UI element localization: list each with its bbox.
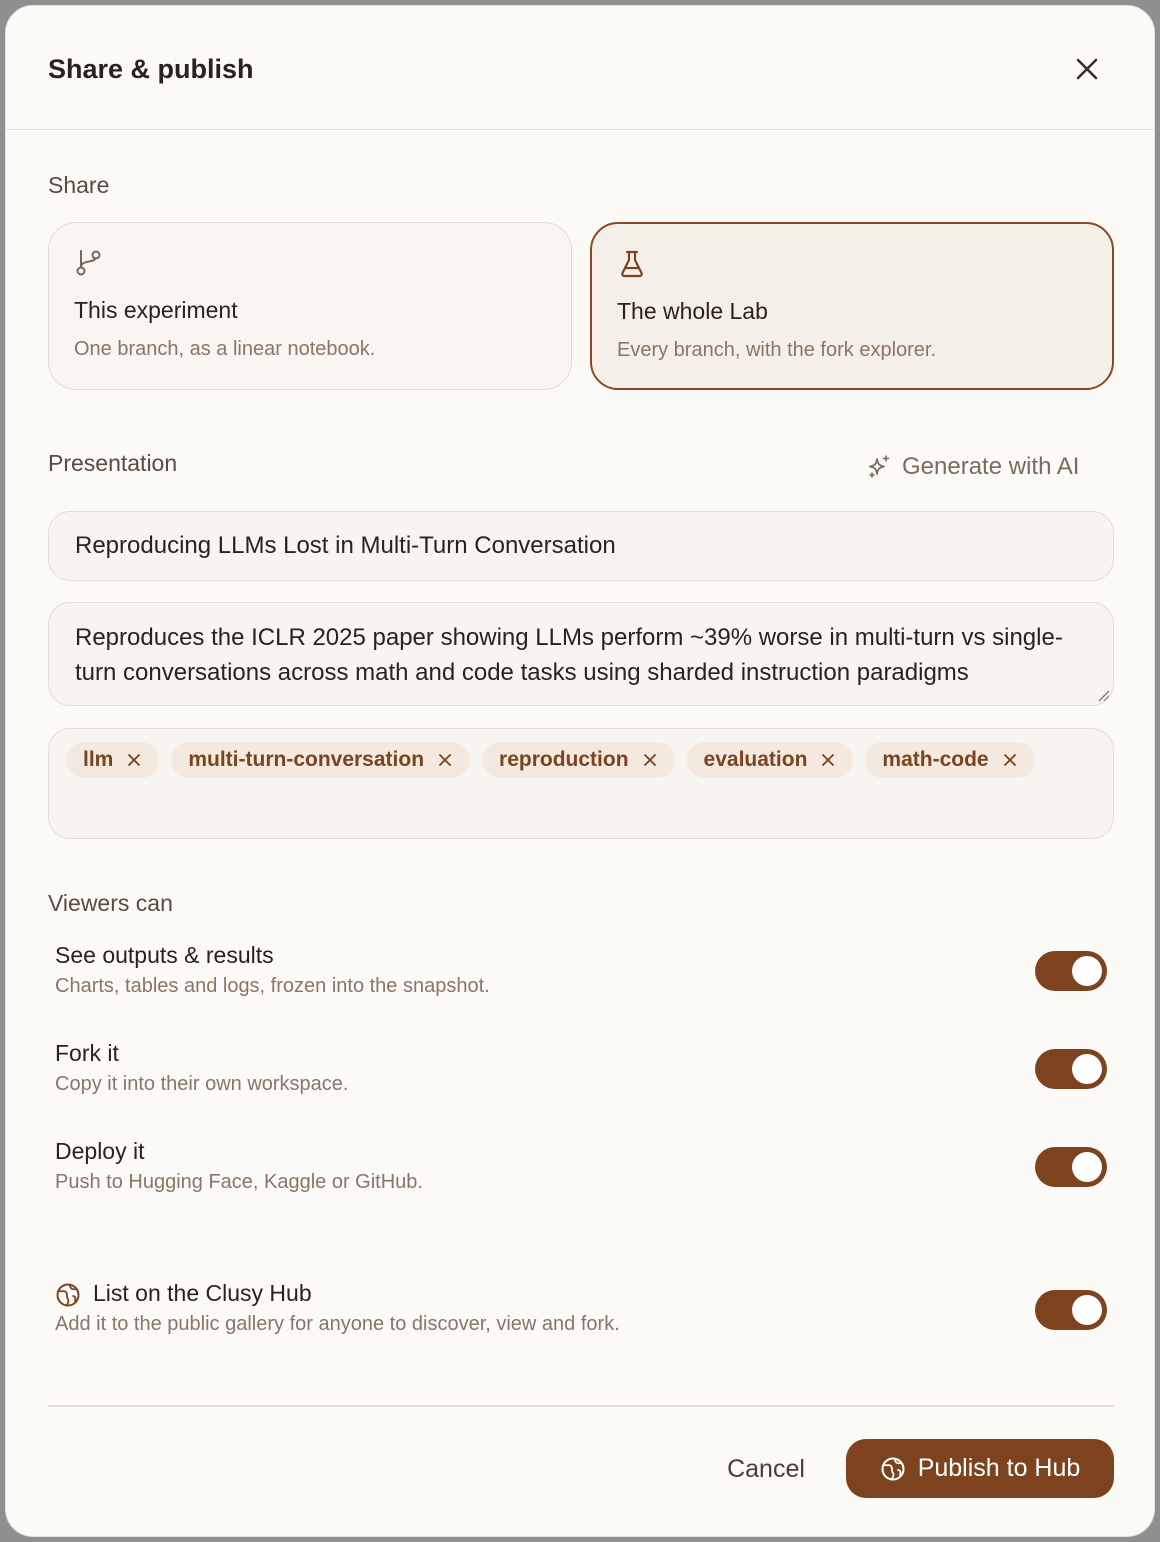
toggle-knob (1072, 1152, 1102, 1182)
tag-label: multi-turn-conversation (188, 748, 425, 771)
share-option-title: The whole Lab (617, 298, 768, 324)
tags-input[interactable] (48, 728, 1114, 839)
globe-icon (55, 1282, 81, 1308)
globe-icon (880, 1456, 906, 1482)
option-subtitle-deploy: Push to Hugging Face, Kaggle or GitHub. (55, 1171, 423, 1193)
tag-list (66, 742, 1035, 778)
share-option-subtitle: Every branch, with the fork explorer. (617, 339, 937, 361)
toggle-fork[interactable] (1035, 1049, 1107, 1089)
viewers-section-label: Viewers can (48, 890, 173, 916)
sparkle-icon (866, 454, 892, 480)
toggle-see-outputs[interactable] (1035, 951, 1107, 991)
remove-tag-icon[interactable] (821, 753, 835, 767)
close-icon[interactable] (1070, 52, 1104, 86)
tag-chip (66, 742, 159, 778)
tag-chip (171, 742, 470, 778)
tag-label: reproduction (499, 748, 629, 771)
tag-chip (482, 742, 675, 778)
hub-option-title: List on the Clusy Hub (93, 1280, 312, 1306)
presentation-section-label: Presentation (48, 450, 178, 476)
generate-with-ai-button[interactable] (866, 449, 1079, 485)
share-publish-dialog (5, 5, 1155, 1537)
tag-chip (687, 742, 854, 778)
toggle-knob (1072, 1054, 1102, 1084)
option-subtitle-see-outputs: Charts, tables and logs, frozen into the snapshot. (55, 975, 490, 997)
remove-tag-icon[interactable] (643, 753, 657, 767)
remove-tag-icon[interactable] (127, 753, 141, 767)
share-option-title: This experiment (74, 297, 238, 323)
remove-tag-icon[interactable] (438, 753, 452, 767)
toggle-list-on-hub[interactable] (1035, 1290, 1107, 1330)
publish-button-label: Publish to Hub (917, 1454, 1081, 1482)
tag-label: llm (83, 748, 114, 771)
branch-icon (73, 247, 105, 279)
toggle-knob (1072, 1295, 1102, 1325)
dialog-header (6, 6, 1154, 130)
publish-to-hub-button[interactable] (846, 1439, 1114, 1498)
share-section-label: Share (48, 172, 110, 198)
cancel-button[interactable]: Cancel (727, 1454, 805, 1483)
flask-icon (616, 248, 648, 280)
title-input[interactable] (48, 511, 1114, 581)
resize-handle-icon[interactable] (1096, 688, 1110, 702)
footer-divider (48, 1405, 1114, 1407)
share-option-whole-lab[interactable] (590, 222, 1114, 390)
share-option-this-experiment[interactable] (48, 222, 572, 390)
toggle-deploy[interactable] (1035, 1147, 1107, 1187)
share-option-subtitle: One branch, as a linear notebook. (74, 338, 376, 360)
option-subtitle-fork: Copy it into their own workspace. (55, 1073, 349, 1095)
generate-with-ai-label: Generate with AI (902, 453, 1080, 480)
toggle-knob (1072, 956, 1102, 986)
tag-label: math-code (882, 748, 989, 771)
hub-option-subtitle: Add it to the public gallery for anyone to discover, view and fork. (55, 1313, 620, 1335)
option-title-see-outputs: See outputs & results (55, 942, 274, 968)
tag-chip (865, 742, 1034, 778)
tag-label: evaluation (703, 748, 808, 771)
option-title-fork: Fork it (55, 1040, 119, 1066)
description-value: Reproduces the ICLR 2025 paper showing LLMs perform ~39% worse in multi-turn vs single-turn conversations across math and code tasks using sharded instruction paradigms (75, 624, 1063, 686)
remove-tag-icon[interactable] (1003, 753, 1017, 767)
dialog-title: Share & publish (48, 54, 254, 84)
option-title-deploy: Deploy it (55, 1138, 145, 1164)
title-input-value: Reproducing LLMs Lost in Multi-Turn Conversation (75, 532, 616, 559)
description-textarea[interactable] (48, 602, 1114, 706)
